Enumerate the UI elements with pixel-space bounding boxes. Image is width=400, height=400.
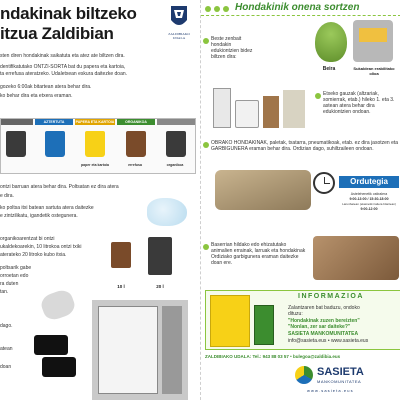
cont-label-sukaldeko: Sukaldean erabilitako olioa [353, 66, 395, 76]
para1-line2: e dira. [0, 193, 14, 199]
bin-header-1 [1, 119, 33, 125]
cont-label-beira: Beira [322, 66, 336, 72]
bin-green-icon [126, 131, 146, 157]
item4-bullet [203, 244, 209, 250]
header-dot-3 [223, 6, 229, 12]
bins-panel [0, 118, 196, 174]
machine-side [162, 306, 182, 394]
info-title: INFORMAZIOA [298, 293, 364, 300]
para5-line2: atean [0, 346, 13, 352]
ordutegia-line1: Astelehenetik ostiralera [350, 192, 388, 196]
intro-line-1: sten diren hondakinak saikatuta eta atez ate biltzen dira. [0, 53, 125, 59]
fridge-icon [213, 88, 231, 128]
bin-caption-2: errefusa [128, 163, 142, 167]
oil-container-image [353, 20, 393, 62]
item2-bullet [315, 93, 321, 99]
sasieta-logo-sub: MANKOMUNITATEA [317, 379, 362, 384]
oil-container-label [359, 28, 387, 42]
page-title-line1: ndakinak biltzeko [0, 4, 137, 23]
info-line4: "Nonlan, zer sar daiteke?" [288, 324, 351, 330]
info-email: info@sasieta.eus • www.sasieta.eus [288, 338, 369, 344]
bin-gray-icon [166, 131, 186, 157]
para4-line2: orroetan edo [0, 273, 29, 279]
info-mank: SASIETA MANKOMUNITATEA [288, 331, 359, 337]
chair-icon [263, 96, 279, 128]
bin-black-icon [6, 131, 26, 157]
intro-line-2: dentifikatutako ONTZI-SORTA bat du papera eta kartoia, [0, 64, 126, 70]
sasieta-web: w w w . s a s i e t a . e u s [307, 388, 353, 393]
para5-line1: dago. [0, 323, 13, 329]
ordutegia-line4: 9:00-12:00 [360, 207, 378, 211]
access-card-2 [42, 357, 76, 377]
ordutegia-line2: 9:00-13:00 / 15:30-18:00 [349, 197, 389, 201]
rubble-image [215, 170, 311, 210]
para3-line2: ukaldekoarekin, 10 litrokoa ontzi txiki [0, 244, 82, 250]
vending-machine-image [92, 300, 188, 400]
para2-line1: ko poltsa itxi batean sartuta atera daitezke [0, 205, 94, 211]
para4-line3: ra duten [0, 281, 19, 287]
item2-text: Etxeko gauzak (altzariak, somierrak, etab.) hileko 1. eta 3. astean atera behar dira edukiontzien ondoan. [323, 91, 395, 115]
para3-line3: aterateko 20 litroko kubo itxia. [0, 252, 67, 258]
small-bin-image [111, 242, 131, 268]
info-book-image [254, 305, 274, 345]
clock-icon [313, 172, 335, 194]
washer-icon [235, 100, 259, 128]
access-card-1 [34, 335, 68, 355]
furniture-image [203, 88, 309, 130]
large-bin-image [148, 237, 172, 275]
bin-yellow-icon [85, 131, 105, 157]
header-title: Hondakinik onena sortzen [235, 2, 360, 13]
intro-line-3: ta errefusa ateratzeko. Udaletxean eskura daitezke doan. [0, 71, 128, 77]
header-underline [201, 15, 400, 16]
zaldibia-logo [162, 4, 196, 44]
bin-header-3: PAPERA ETA KARTOIA [75, 120, 115, 124]
intro-line-4: gozeko 6:00ak bitartean atera behar dira. [0, 84, 92, 90]
mattress-icon [283, 90, 305, 128]
para4-line1: poltsarik gabe [0, 265, 32, 271]
cont-label-20: 20 l [156, 284, 164, 289]
plastic-bag-image [147, 198, 187, 226]
item3-bullet [203, 142, 209, 148]
animal-waste-image [313, 236, 399, 280]
bin-header-5 [157, 119, 195, 125]
ordutegia-title: Ordutegia [339, 176, 399, 188]
item1-text: Beste zenbait hondakin edukiontzien bidez biltzen dira: [211, 36, 253, 60]
bin-blue-icon [45, 131, 65, 157]
item1-bullet [203, 38, 209, 44]
info-box [205, 290, 400, 350]
bin-header-4: ORGANIKOA [117, 119, 155, 125]
header-dot-1 [205, 6, 211, 12]
para1-line1 [0, 184, 200, 190]
item4-text: Baserrian hildako edo ehizatutako animalien errainak, larruak eta hondakinak Ordiziako garbigunera eraman daitezke doan ere. [211, 242, 306, 266]
para2-line2: e zintzilikatu, igandetik ostegunera. [0, 213, 78, 219]
para1-text: ontzi barruan atera behar dira. Poltsatan ez dira atera [0, 184, 119, 190]
machine-panel [98, 306, 158, 394]
bin-header-2: AZTERTUTA [35, 119, 73, 125]
intro-line-5: ko behar dira eta etxera eraman. [0, 93, 73, 99]
sasieta-logo [293, 364, 399, 398]
para4-line4: tan. [0, 289, 9, 295]
info-line2: dituzu: [288, 311, 303, 317]
sasieta-logo-text: SASIETA [317, 366, 364, 378]
ordutegia-line3: Larunbatean (ekainetik irailera bitartean) [342, 202, 396, 206]
header-dot-2 [214, 6, 220, 12]
logo-caption: ZALDIBIAKO UDALA [168, 32, 190, 40]
info-image [210, 295, 250, 347]
info-line1: Zalantzaren bat baduzu, ondoko [288, 305, 360, 311]
page-title-line2: itzua Zaldibian [0, 24, 114, 43]
cont-label-10: 10 l [117, 284, 125, 289]
bin-caption-1: paper eta kartoia [80, 163, 109, 167]
bin-caption-3: organikoa [166, 163, 184, 167]
udala-line: ZALDIBIAKO UDALA: Tel.: 943 88 03 57 • bulegoa@zaldibia.eus [205, 354, 341, 359]
info-line3: "Hondakinak zuzen bereizten" [288, 318, 360, 324]
glass-container-image [315, 22, 347, 62]
para3-line1: organikoarentzat bi ontzi [0, 236, 55, 242]
right-page [200, 0, 400, 400]
sasieta-logo-icon [295, 366, 313, 384]
para5-line3: doan [0, 364, 12, 370]
item3-text: OBRAKO HONDAKINAK, paletak, txatarra, pneumatikoak, etab. ez dira jasotzen eta GARBIGUNERA eraman behar dira. Ordizian dago, suhiltzaileen ondoan. [211, 140, 399, 152]
